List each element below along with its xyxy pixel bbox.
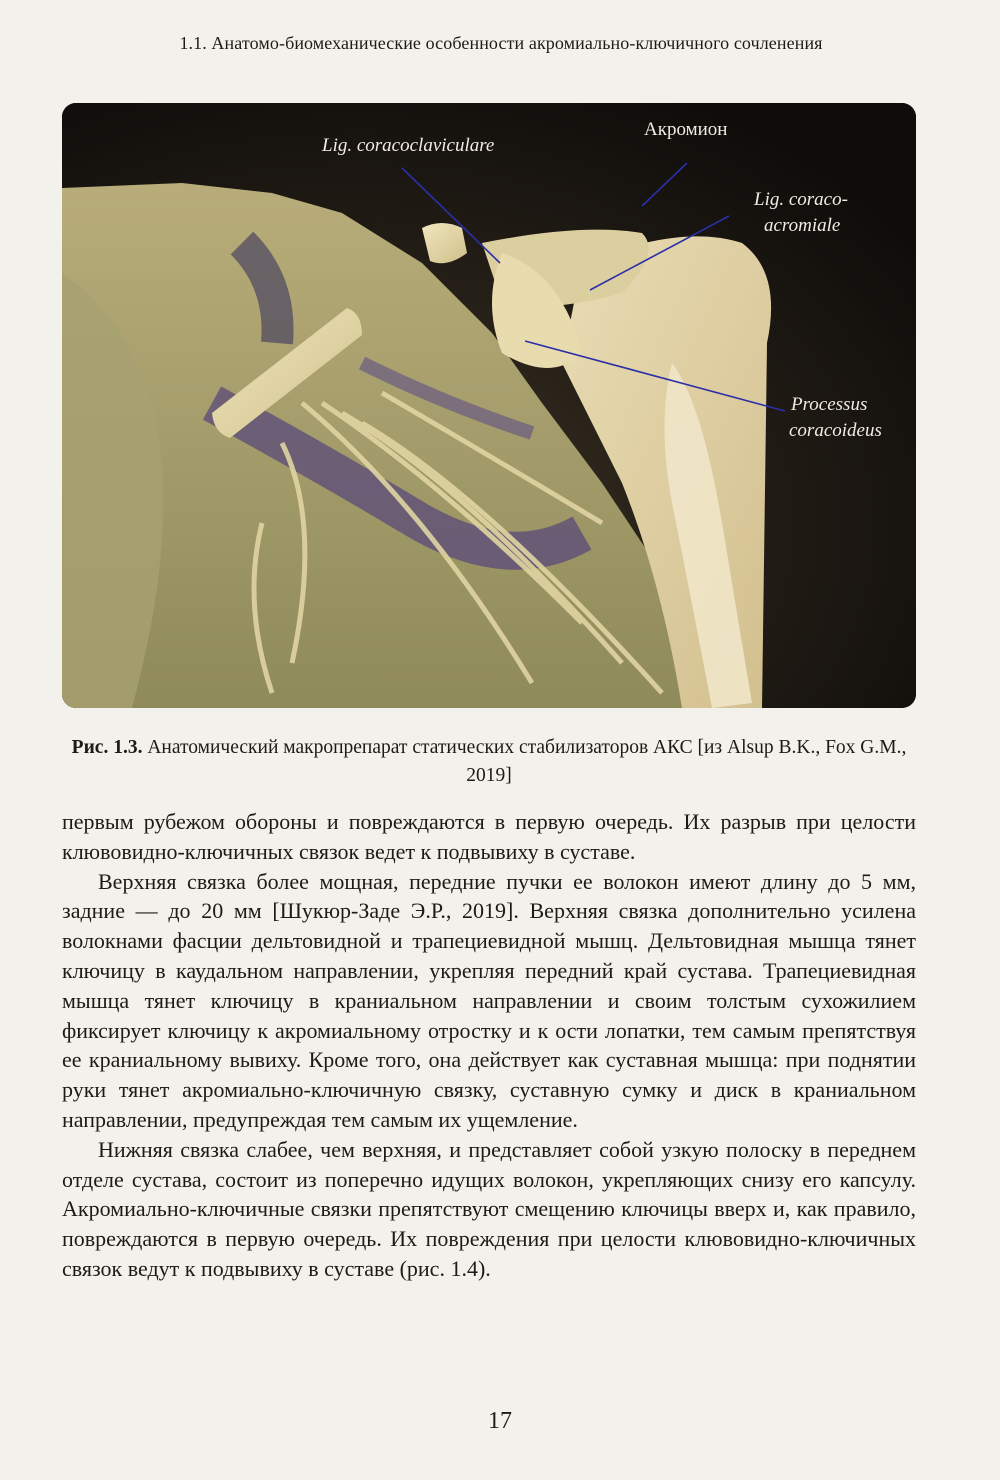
paragraph: Верхняя связка более мощная, передние пучки ее волокон имеют длину до 5 мм, задние — до 20 мм [Шукюр-Заде Э.Р., 2019]. Верхняя связка дополнительно усилена волокнами фасции дельтовидной и трапециевидной мышц. Дельтовидная мышца тянет ключицу в каудальном направлении, укрепляя передний край сустава. Трапециевидная мышца тянет ключицу в краниальном направлении и своим толстым сухожилием фиксирует ключицу к акромиальному отростку и к ости лопатки, тем самым препятствуя ее краниальному вывиху. Кроме того, она действует как суставная мышца: при поднятии руки тянет акромиально-ключичную связку, суставную сумку и диск в краниальном направлении, предупреждая тем самым их ущемление.	[62, 868, 916, 1132]
label-processus-line2: coracoideus	[789, 420, 882, 441]
running-header: 1.1. Анатомо-биомеханические особенности акромиально-ключичного сочленения	[179, 33, 823, 53]
paragraph: Нижняя связка слабее, чем верхняя, и представляет собой узкую полоску в переднем отделе сустава, состоит из поперечно идущих волокон, укрепляющих снизу его капсулу. Акромиально-ключичные связки препятствуют смещению ключицы вверх и, как правило, повреждаются в первую очередь. Их повреждения при целости клювовидно-ключичных связок ведут к подвывиху в суставе (рис. 1.4).	[62, 1136, 916, 1281]
caption-text: Анатомический макропрепарат статических стабилизаторов АКС [из Alsup B.K., Fox G.M., 2019]	[142, 737, 907, 786]
paragraph: первым рубежом обороны и повреждаются в первую очередь. Их разрыв при целости клювовидно-ключичных связок ведет к подвывиху в суставе.	[62, 809, 916, 864]
label-lig-coracoacromiale-line1: Lig. coraco-	[754, 189, 848, 210]
label-lig-coracoacromiale-line2: acromiale	[764, 215, 841, 236]
label-processus-line1: Processus	[791, 394, 868, 415]
label-lig-coracoclaviculare: Lig. coracoclaviculare	[322, 135, 495, 156]
label-acromion: Акромион	[644, 119, 728, 140]
page-number: 17	[488, 1408, 512, 1434]
anatomy-figure	[62, 103, 916, 708]
figure-caption	[62, 734, 916, 790]
body-text	[62, 807, 916, 1284]
caption-label: Рис. 1.3.	[71, 737, 143, 758]
